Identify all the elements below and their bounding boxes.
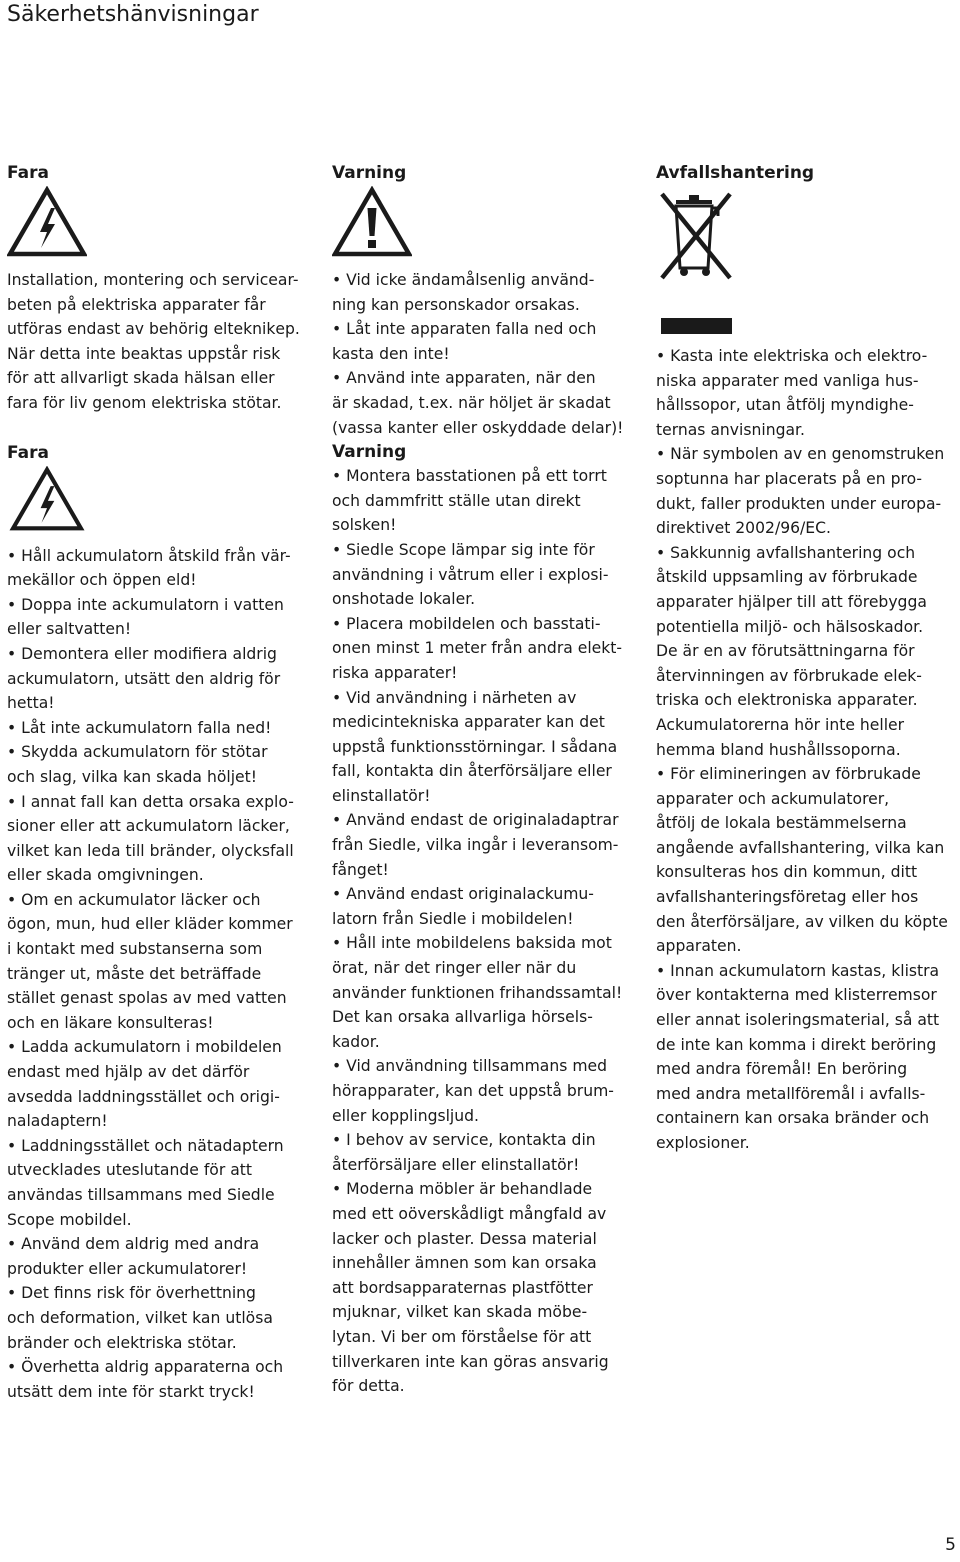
text-line: kasta den inte! — [332, 344, 450, 363]
text-line: mekällor och öppen eld! — [7, 571, 197, 590]
text-line: för detta. — [332, 1377, 405, 1396]
general-warning-icon — [332, 186, 632, 260]
crossed-out-wheelie-bin-icon — [656, 186, 956, 336]
text-line: och slag, vilka kan skada höljet! — [7, 767, 257, 786]
text-line: eller kopplingsljud. — [332, 1106, 480, 1125]
text-line: med andra föremål! En beröring — [656, 1060, 908, 1079]
text-line: • Vid icke ändamålsenlig använd- — [332, 271, 595, 289]
text-line: lytan. Vi ber om förståelse för att — [332, 1327, 592, 1346]
text-line: • Vid användning tillsammans med — [332, 1057, 607, 1076]
text-line: utvecklades uteslutande för att — [7, 1161, 253, 1180]
text-line: explosioner. — [656, 1134, 750, 1152]
text-line: niska apparater med vanliga hus- — [656, 371, 919, 390]
section-heading-fara-2: Fara — [7, 442, 49, 463]
column-fara — [7, 160, 307, 1404]
text-line: riska apparater! — [332, 663, 458, 682]
text-line: sioner eller att ackumulatorn läcker, — [7, 817, 290, 836]
section-body — [7, 544, 307, 1405]
text-line: • När symbolen av en genomstruken — [656, 445, 945, 464]
section-body — [332, 268, 632, 440]
text-line: uppstå funktionsstörningar. I sådana — [332, 737, 618, 756]
text-line: tillverkaren inte kan göras ansvarig — [332, 1352, 609, 1371]
text-line: utföras endast av behörig elteknikер. — [7, 320, 300, 339]
page-title: Säkerhetshänvisningar — [7, 2, 259, 27]
text-line: • Kasta inte elektriska och elektro- — [656, 347, 928, 365]
text-line: • Ladda ackumulatorn i mobildelen — [7, 1038, 282, 1057]
text-line: från Siedle, vilka ingår i leveransom- — [332, 836, 619, 855]
text-line: • Skydda ackumulatorn för stötar — [7, 743, 268, 762]
text-line: över kontakterna med klisterremsor — [656, 986, 937, 1005]
text-line: beten på elektriska apparater får — [7, 295, 266, 314]
text-line: hållssopor, utan åtfölj myndighe- — [656, 396, 914, 415]
text-line: hetta! — [7, 694, 55, 713]
text-line: apparater hjälper till att förebygga — [656, 592, 927, 611]
text-line: När detta inte beaktas uppstår risk — [7, 344, 281, 363]
text-line: apparaten. — [656, 937, 742, 956]
text-line: och en läkare konsulteras! — [7, 1013, 214, 1032]
text-line: de inte kan komma i direkt beröring — [656, 1035, 937, 1054]
text-line: • Använd endast de originaladaptrar — [332, 811, 619, 830]
text-line: och dammfritt ställe utan direkt — [332, 491, 581, 510]
text-line: containern kan orsaka bränder och — [656, 1109, 930, 1128]
text-line: avsedda laddningsstället och origi- — [7, 1087, 280, 1106]
text-line: • Innan ackumulatorn kastas, klistra — [656, 961, 940, 980]
text-line: bränder och elektriska stötar. — [7, 1333, 237, 1352]
text-line: Ackumulatorerna hör inte heller — [656, 715, 905, 734]
text-line: • I annat fall kan detta orsaka explo- — [7, 792, 294, 811]
text-line: fall, kontakta din återförsäljare eller — [332, 762, 612, 781]
text-line: och deformation, vilket kan utlösa — [7, 1308, 273, 1327]
text-line: återförsäljare eller elinstallatör! — [332, 1155, 580, 1174]
text-line: mjuknar, vilket kan skada möbe- — [332, 1303, 588, 1322]
text-line: kador. — [332, 1032, 380, 1051]
text-line: med ett oöverskådligt mångfald av — [332, 1204, 607, 1223]
section-heading-fara: Fara — [7, 163, 49, 183]
section-heading-varning: Varning — [332, 163, 407, 183]
text-line: elinstallatör! — [332, 786, 431, 805]
text-line: ning kan personskador orsakas. — [332, 295, 580, 314]
text-line: • Om en ackumulator läcker och — [7, 890, 261, 909]
text-line: ternas anvisningar. — [656, 420, 805, 439]
text-line: den återförsäljare, av vilken du köpte — [656, 912, 948, 931]
text-line: stället genast spolas av med vatten — [7, 989, 287, 1008]
text-line: användning i våtrum eller i explosi- — [332, 565, 609, 584]
text-line: • Placera mobildelen och basstati- — [332, 614, 601, 633]
text-line: • För elimineringen av förbrukade — [656, 765, 921, 784]
text-line: eller annat isoleringsmaterial, så att — [656, 1011, 940, 1030]
text-line: • Moderna möbler är behandlade — [332, 1180, 593, 1199]
text-line: apparater och ackumulatorer, — [656, 789, 890, 808]
text-line: lacker och plaster. Dessa material — [332, 1229, 597, 1248]
text-line: latorn från Siedle i mobildelen! — [332, 909, 574, 928]
text-line: • Sakkunnig avfallshantering och — [656, 543, 916, 562]
text-line: Installation, montering och servicear- — [7, 271, 299, 289]
text-line: onen minst 1 meter från andra elekt- — [332, 639, 623, 658]
text-line: angående avfallshantering, vilka kan — [656, 838, 945, 857]
text-line: konsulteras hos din kommun, ditt — [656, 863, 918, 882]
text-line: att bordsapparaternas plastfötter — [332, 1278, 593, 1297]
section-body — [7, 268, 307, 416]
text-line: • Använd endast originalackumu- — [332, 885, 594, 904]
text-line: • Laddningsstället och nätadaptern — [7, 1136, 284, 1155]
column-varning — [332, 160, 632, 1399]
column-avfallshantering — [656, 160, 956, 1156]
text-line: • Montera basstationen på ett torrt — [332, 467, 607, 486]
text-line: endast med hjälp av det därför — [7, 1063, 250, 1082]
text-line: utsätt dem inte för starkt tryck! — [7, 1382, 255, 1401]
text-line: • Siedle Scope lämpar sig inte för — [332, 540, 595, 559]
text-line: åtskild uppsamling av förbrukade — [656, 568, 918, 587]
text-line: Det kan orsaka allvarliga hörsels- — [332, 1008, 593, 1027]
high-voltage-warning-icon — [7, 466, 307, 532]
text-line: fånget! — [332, 860, 389, 879]
text-line: innehåller ämnen som kan orsaka — [332, 1254, 597, 1273]
text-line: för att allvarligt skada hälsan eller — [7, 369, 275, 388]
text-line: • Vid användning i närheten av — [332, 688, 577, 707]
text-line: (vassa kanter eller oskyddade delar)! — [332, 418, 624, 437]
text-line: tränger ut, måste det beträffade — [7, 964, 262, 983]
text-line: med andra metallföremål i avfalls- — [656, 1084, 926, 1103]
text-line: örat, när det ringer eller när du — [332, 959, 577, 978]
text-line: onshotade lokaler. — [332, 590, 476, 609]
text-line: eller saltvatten! — [7, 620, 132, 639]
text-line: • Överhetta aldrig apparaterna och — [7, 1358, 284, 1377]
text-line: användas tillsammans med Siedle — [7, 1186, 275, 1204]
text-line: • Låt inte apparaten falla ned och — [332, 320, 597, 339]
text-line: • Använd dem aldrig med andra — [7, 1235, 260, 1254]
text-line: i kontakt med substanserna som — [7, 940, 263, 959]
text-line: ögon, mun, hud eller kläder kommer — [7, 915, 293, 934]
text-line: ackumulatorn, utsätt den aldrig för — [7, 669, 281, 688]
text-line: direktivet 2002/96/EC. — [656, 519, 831, 538]
text-line: hörapparater, kan det uppstå brum- — [332, 1082, 614, 1100]
text-line: åtfölj de lokala bestämmelserna — [656, 814, 907, 833]
text-line: triska och elektroniska apparater. — [656, 691, 918, 710]
text-line: avfallshanteringsföretag eller hos — [656, 888, 919, 907]
text-line: eller skada omgivningen. — [7, 866, 204, 885]
text-line: är skadad, t.ex. när höljet är skadat — [332, 393, 611, 412]
text-line: soptunna har placerats på en pro- — [656, 469, 923, 488]
text-line: solsken! — [332, 516, 397, 535]
text-line: • I behov av service, kontakta din — [332, 1131, 596, 1150]
text-line: vilket kan leda till bränder, olycksfall — [7, 841, 294, 860]
text-line: dukt, faller produkten under europa- — [656, 494, 942, 513]
text-line: naladaptern! — [7, 1112, 108, 1131]
text-line: • Använd inte apparaten, när den — [332, 369, 596, 388]
text-line: produkter eller ackumulatorer! — [7, 1259, 248, 1278]
high-voltage-warning-icon — [7, 186, 307, 260]
text-line: • Låt inte ackumulatorn falla ned! — [7, 718, 272, 737]
section-heading-varning-2: Varning — [332, 442, 407, 463]
text-line: återvinningen av förbrukade elek- — [656, 666, 922, 685]
text-line: • Håll inte mobildelens baksida mot — [332, 934, 612, 953]
page-number: 5 — [945, 1535, 956, 1555]
text-line: Scope mobildel. — [7, 1210, 132, 1229]
text-line: fara för liv genom elektriska stötar. — [7, 393, 282, 412]
text-line: medicintekniska apparater kan det — [332, 713, 605, 732]
section-body — [332, 464, 632, 1399]
text-line: hemma bland hushållssoporna. — [656, 740, 901, 759]
text-line: • Det finns risk för överhettning — [7, 1284, 256, 1303]
section-heading-avfallshantering: Avfallshantering — [656, 163, 815, 183]
text-line: • Håll ackumulatorn åtskild från vär- — [7, 546, 291, 565]
text-line: potentiella miljö- och hälsoskador. — [656, 617, 924, 636]
text-line: De är en av förutsättningarna för — [656, 642, 915, 661]
text-line: • Doppa inte ackumulatorn i vatten — [7, 595, 284, 614]
section-body — [656, 344, 956, 1156]
text-line: använder funktionen frihandssamtal! — [332, 983, 623, 1002]
text-line: • Demontera eller modifiera aldrig — [7, 644, 277, 663]
